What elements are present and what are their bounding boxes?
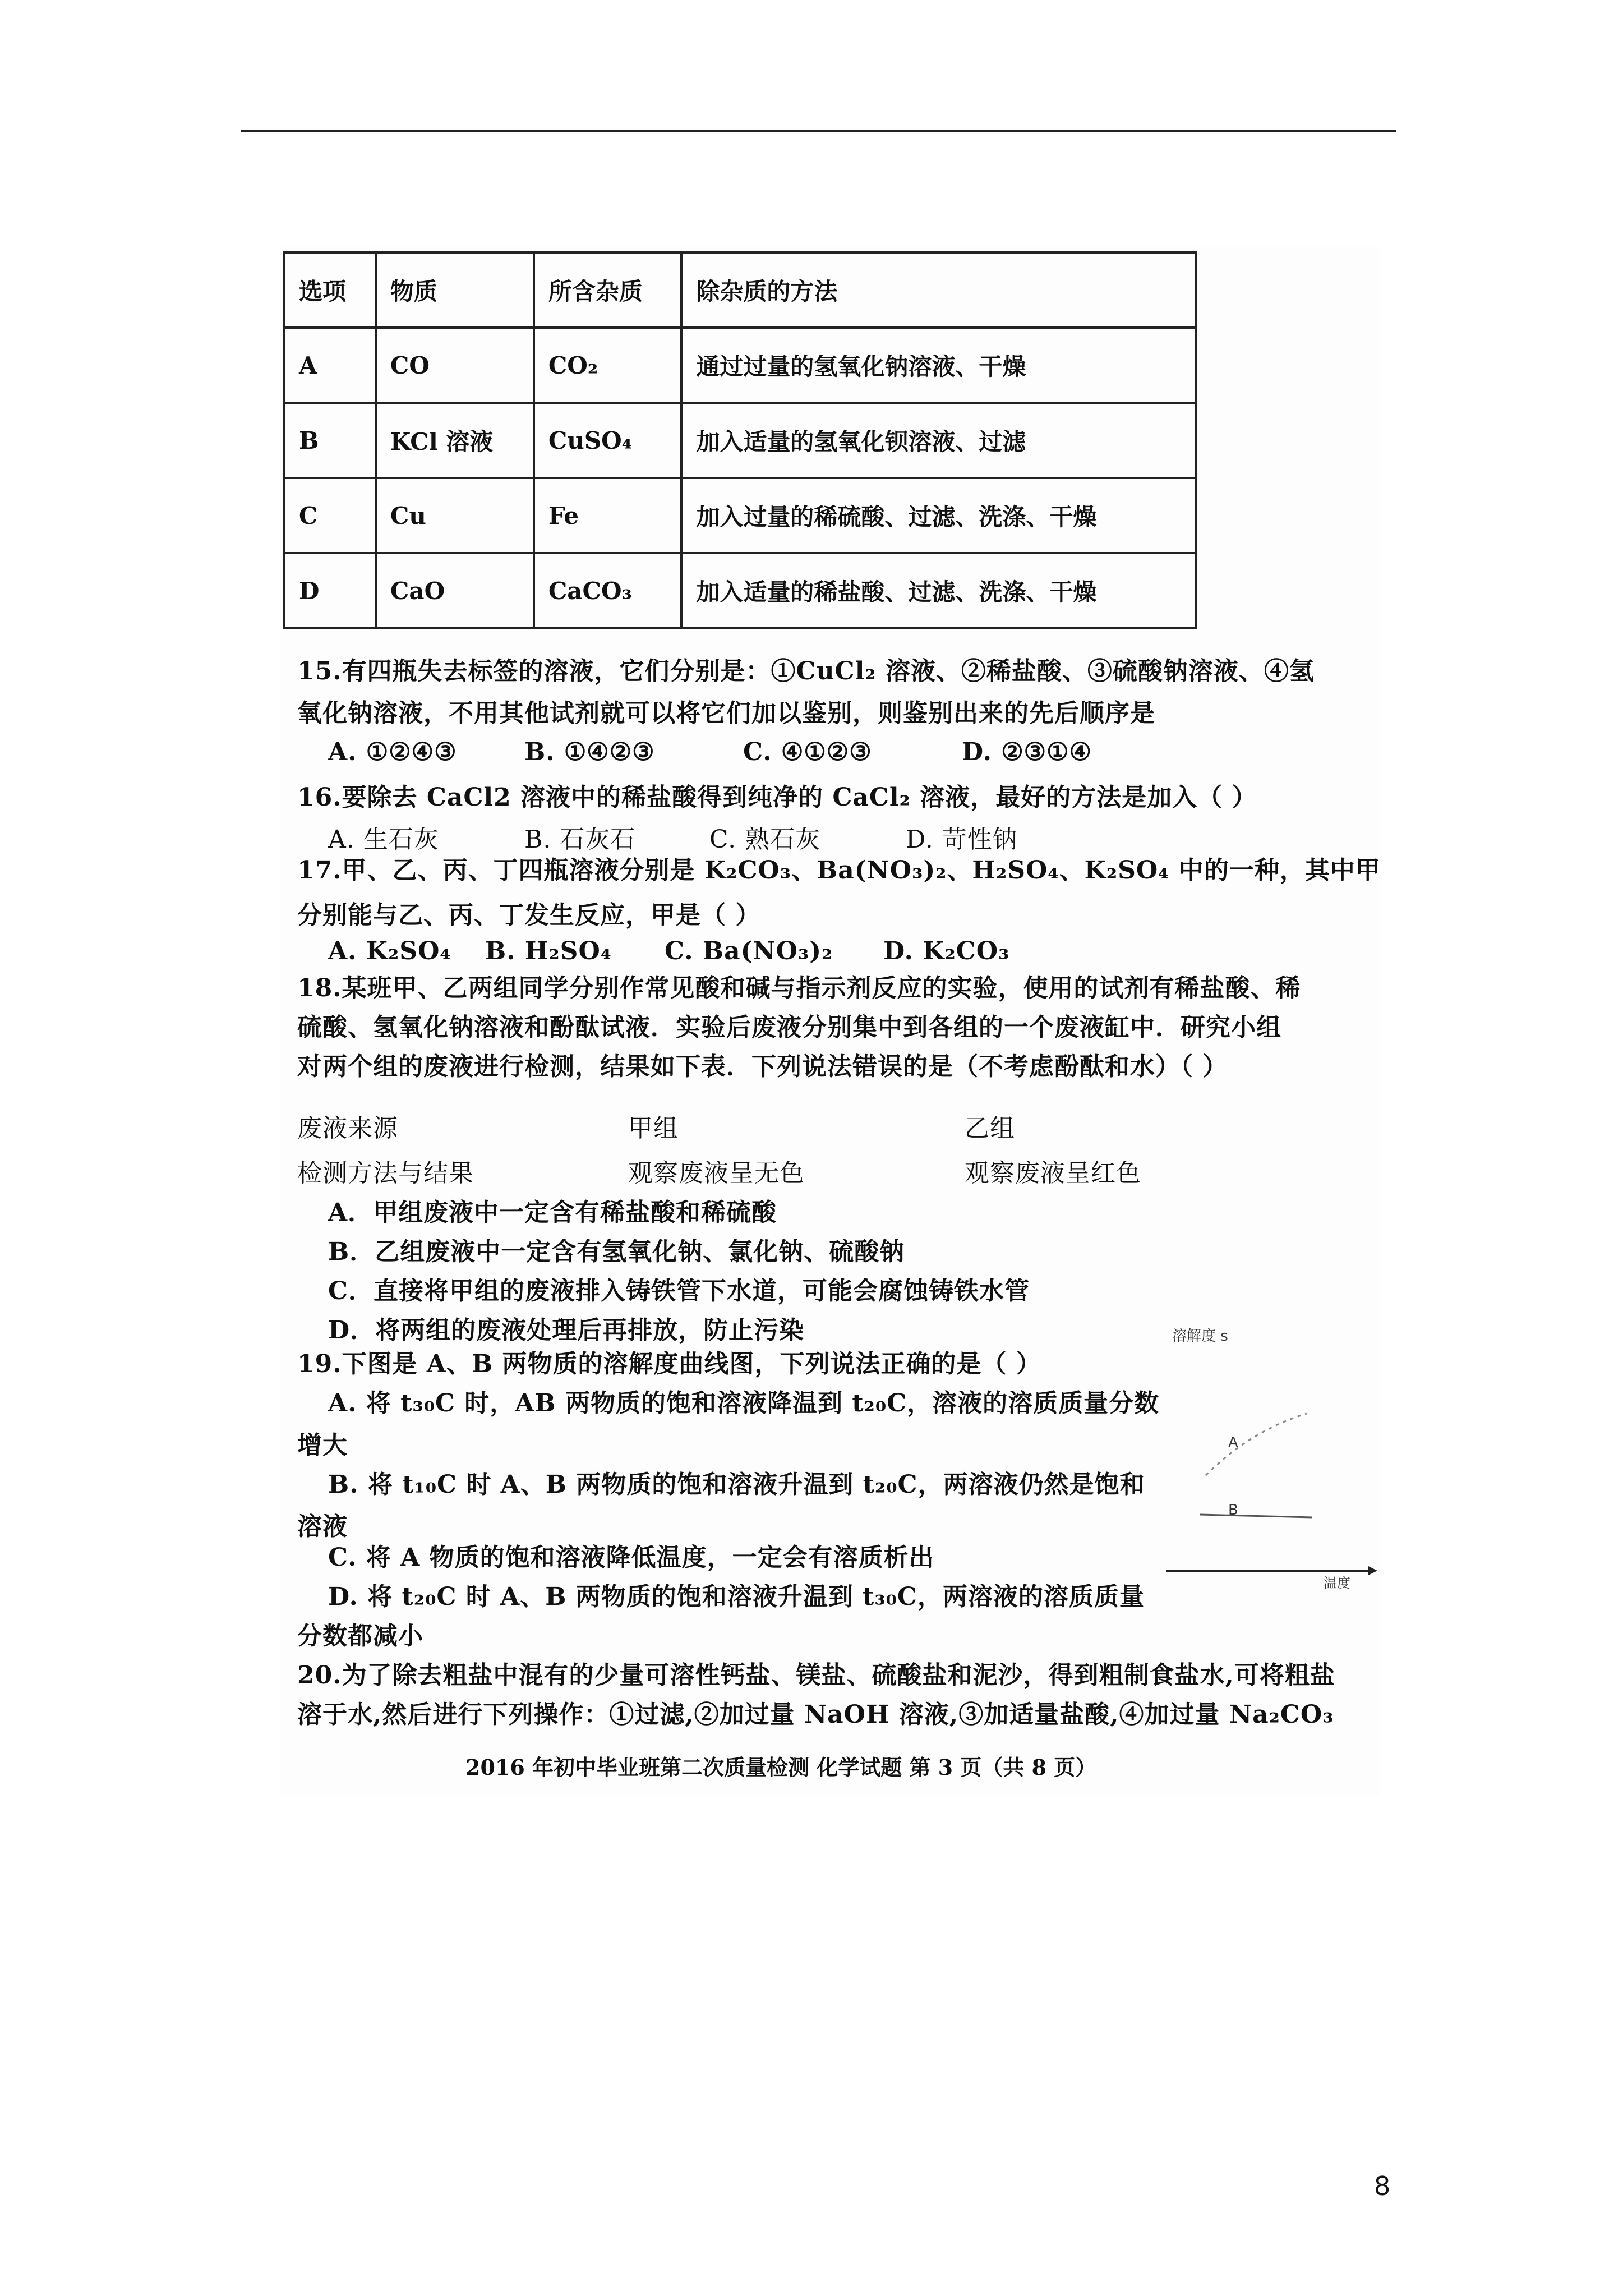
q18-table-row1 xyxy=(297,1108,1015,1144)
q19-option-a-line1: A. 将 t₃₀C 时，AB 两物质的饱和溶液降温到 t₂₀C，溶液的溶质质量分数 xyxy=(328,1389,1160,1418)
table-header-cell: 除杂质的方法 xyxy=(681,252,1196,328)
table-row xyxy=(284,553,1196,628)
table-row xyxy=(284,478,1196,553)
q18-stem-line3: 对两个组的废液进行检测，结果如下表．下列说法错误的是（不考虑酚酞和水）（ ） xyxy=(297,1052,1228,1081)
table-row xyxy=(284,403,1196,478)
table-cell: CaCO₃ xyxy=(534,553,682,628)
q16-option-c: C. 熟石灰 xyxy=(709,825,821,854)
solubility-curve-diagram xyxy=(1155,1324,1380,1604)
q18-stem-line1: 18.某班甲、乙两组同学分别作常见酸和碱与指示剂反应的实验，使用的试剂有稀盐酸、稀 xyxy=(297,974,1301,1002)
table-header-row xyxy=(284,252,1196,328)
q20-stem-line2: 溶于水,然后进行下列操作：①过滤,②加过量 NaOH 溶液,③加适量盐酸,④加过量 Na₂CO₃ xyxy=(297,1700,1334,1729)
table-cell: CuSO₄ xyxy=(534,403,682,478)
q15-option-c: C. ④①②③ xyxy=(743,738,872,766)
q16-stem: 16.要除去 CaCl2 溶液中的稀盐酸得到纯净的 CaCl₂ 溶液，最好的方法是加入（ ） xyxy=(297,783,1257,812)
q18-option-d: D．将两组的废液处理后再排放，防止污染 xyxy=(328,1316,805,1345)
q18-table-row2 xyxy=(297,1153,1141,1189)
table-cell: B xyxy=(284,403,376,478)
table-cell: CaO xyxy=(376,553,534,628)
x-axis-arrow-icon xyxy=(1368,1566,1377,1575)
table-cell: CO₂ xyxy=(534,328,682,403)
table-cell: 加入过量的稀硫酸、过滤、洗涤、干燥 xyxy=(681,478,1196,553)
q17-option-c: C. Ba(NO₃)₂ xyxy=(665,937,833,965)
table-cell: KCl 溶液 xyxy=(376,403,534,478)
q19-option-b-line1: B. 将 t₁₀C 时 A、B 两物质的饱和溶液升温到 t₂₀C，两溶液仍然是饱和 xyxy=(328,1470,1145,1499)
impurity-table xyxy=(283,251,1197,629)
q15-option-d: D. ②③①④ xyxy=(962,738,1092,766)
table-cell: 加入适量的稀盐酸、过滤、洗涤、干燥 xyxy=(681,553,1196,628)
q15-stem-line1: 15.有四瓶失去标签的溶液，它们分别是：①CuCl₂ 溶液、②稀盐酸、③硫酸钠溶液、④氢 xyxy=(297,657,1315,685)
table-header-cell: 选项 xyxy=(284,252,376,328)
q18-cell: 废液来源 xyxy=(297,1114,398,1143)
q18-cell: 乙组 xyxy=(965,1114,1015,1143)
diagram-label-b: B xyxy=(1228,1502,1238,1519)
q18-option-b: B．乙组废液中一定含有氢氧化钠、氯化钠、硫酸钠 xyxy=(328,1237,905,1266)
diagram-x-label: 温度 xyxy=(1324,1575,1350,1591)
q19-option-b-line2: 溶液 xyxy=(297,1512,348,1541)
q18-option-a: A．甲组废液中一定含有稀盐酸和稀硫酸 xyxy=(328,1198,777,1227)
q18-option-c: C．直接将甲组的废液排入铸铁管下水道，可能会腐蚀铸铁水管 xyxy=(328,1277,1030,1305)
q18-cell: 检测方法与结果 xyxy=(297,1159,474,1188)
q16-option-a: A. 生石灰 xyxy=(328,825,439,854)
q19-option-a-line2: 增大 xyxy=(297,1431,348,1460)
table-cell: D xyxy=(284,553,376,628)
curve-b-line xyxy=(1200,1515,1312,1517)
q18-cell: 观察废液呈无色 xyxy=(628,1159,805,1188)
table-cell: CO xyxy=(376,328,534,403)
q19-option-d-line2: 分数都减小 xyxy=(297,1622,423,1650)
q17-options xyxy=(328,937,1009,965)
table-cell: A xyxy=(284,328,376,403)
table-cell: 加入适量的氢氧化钡溶液、过滤 xyxy=(681,403,1196,478)
q17-option-d: D. K₂CO₃ xyxy=(883,937,1010,965)
diagram-y-label: 溶解度 s xyxy=(1172,1328,1228,1345)
q17-option-b: B. H₂SO₄ xyxy=(485,937,612,965)
page-footer: 2016 年初中毕业班第二次质量检测 化学试题 第 3 页（共 8 页） xyxy=(465,1755,1097,1780)
q18-cell: 甲组 xyxy=(628,1114,679,1143)
table-header-cell: 物质 xyxy=(376,252,534,328)
q15-option-b: B. ①④②③ xyxy=(524,738,655,766)
q16-option-d: D. 苛性钠 xyxy=(906,825,1018,854)
q19-option-d-line1: D. 将 t₂₀C 时 A、B 两物质的饱和溶液升温到 t₃₀C，两溶液的溶质质量 xyxy=(328,1582,1145,1611)
q20-stem-line1: 20.为了除去粗盐中混有的少量可溶性钙盐、镁盐、硫酸盐和泥沙，得到粗制食盐水,可将粗盐 xyxy=(297,1661,1335,1690)
page-number: 8 xyxy=(1374,2171,1391,2201)
q17-option-a: A. K₂SO₄ xyxy=(328,937,451,965)
table-cell: Fe xyxy=(534,478,682,553)
curve-a-line xyxy=(1206,1414,1307,1475)
q18-stem-line2: 硫酸、氢氧化钠溶液和酚酞试液．实验后废液分别集中到各组的一个废液缸中．研究小组 xyxy=(297,1013,1281,1042)
table-row xyxy=(284,328,1196,403)
q17-stem-line1: 17.甲、乙、丙、丁四瓶溶液分别是 K₂CO₃、Ba(NO₃)₂、H₂SO₄、K₂SO₄ 中的一种，其中甲 xyxy=(297,856,1381,885)
table-cell: 通过过量的氢氧化钠溶液、干燥 xyxy=(681,328,1196,403)
q15-stem-line2: 氧化钠溶液，不用其他试剂就可以将它们加以鉴别，则鉴别出来的先后顺序是 xyxy=(297,699,1155,728)
q19-stem: 19.下图是 A、B 两物质的溶解度曲线图，下列说法正确的是（ ） xyxy=(297,1350,1041,1378)
table-header-cell: 所含杂质 xyxy=(534,252,682,328)
table-cell: Cu xyxy=(376,478,534,553)
table-cell: C xyxy=(284,478,376,553)
header-rule xyxy=(241,130,1396,132)
q17-stem-line2: 分别能与乙、丙、丁发生反应，甲是（ ） xyxy=(297,901,761,930)
q15-options xyxy=(328,738,1092,766)
q18-cell: 观察废液呈红色 xyxy=(965,1159,1141,1188)
diagram-label-a: A xyxy=(1228,1434,1238,1451)
q15-option-a: A. ①②④③ xyxy=(328,738,457,766)
q16-option-b: B. 石灰石 xyxy=(524,825,636,854)
q19-option-c: C. 将 A 物质的饱和溶液降低温度，一定会有溶质析出 xyxy=(328,1543,934,1572)
